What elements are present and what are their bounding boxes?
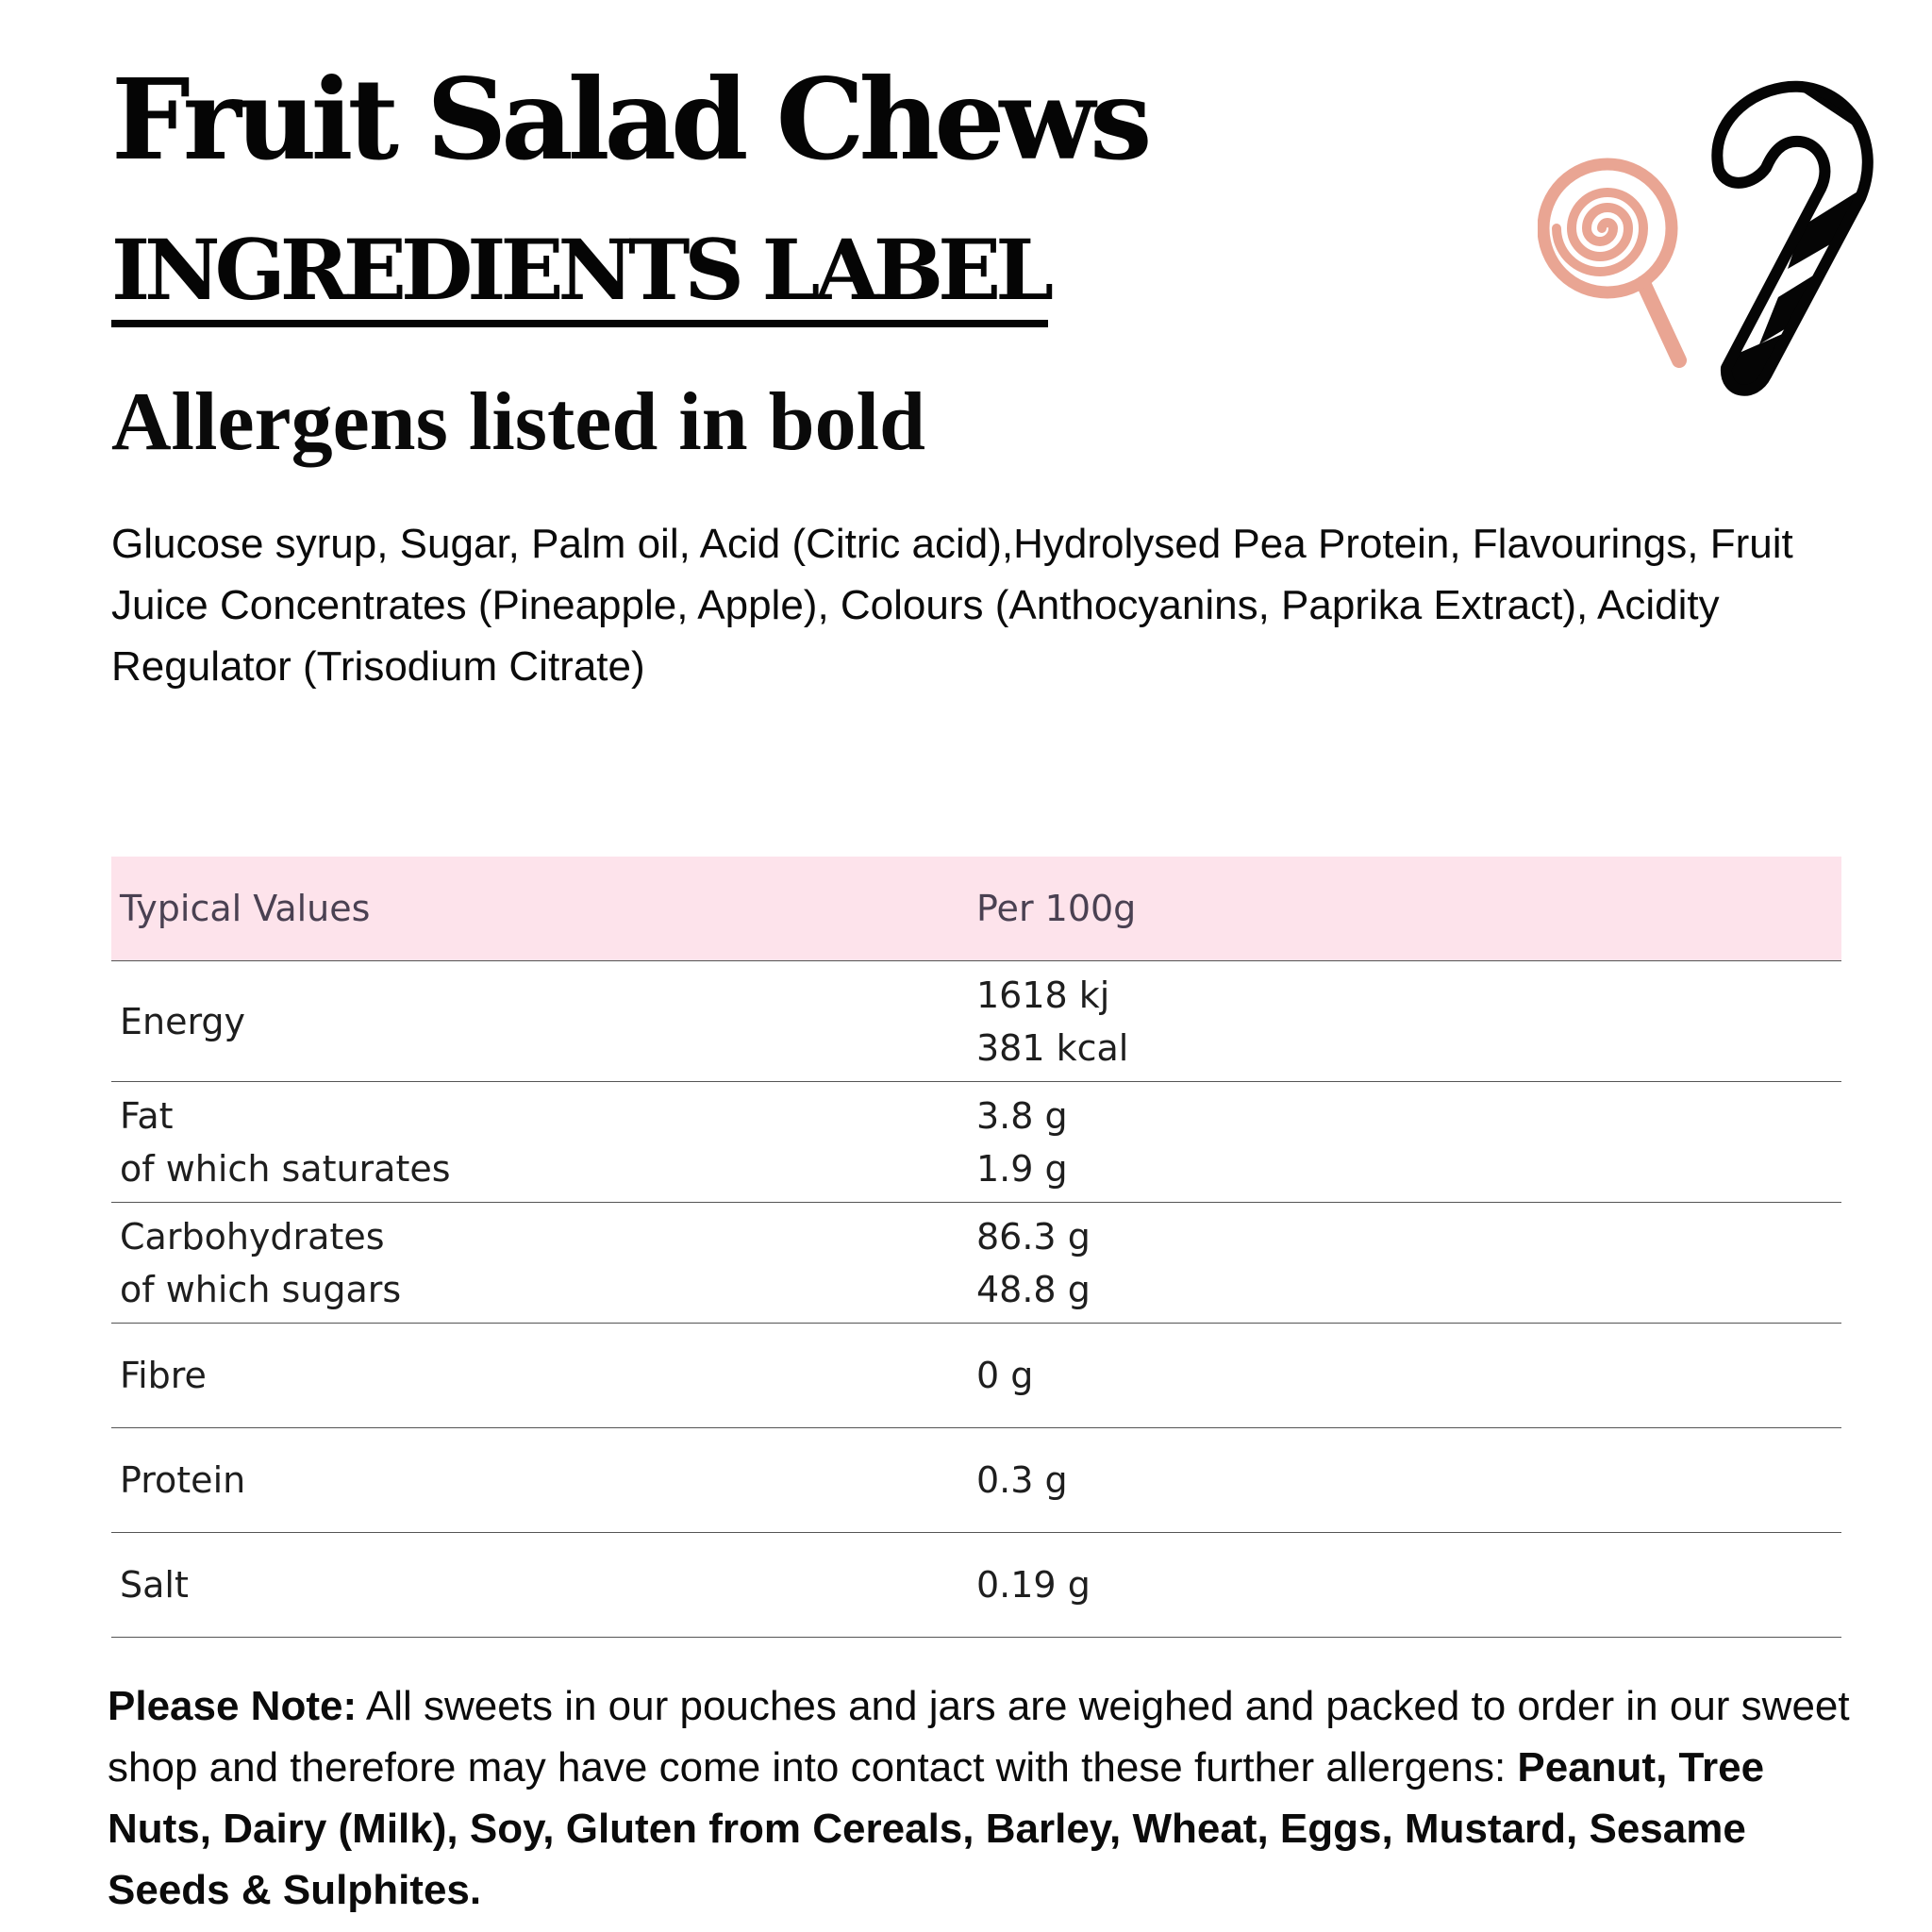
row-label xyxy=(111,1210,976,1316)
label-line: Fibre xyxy=(120,1355,207,1396)
table-row-fat xyxy=(111,1082,1841,1203)
row-label xyxy=(111,1090,976,1195)
note-text: All sweets in our pouches and jars are weighed and packed to order in our sweet shop and therefore may have come into contact with these further allergens: xyxy=(108,1683,1850,1790)
table-row-fibre xyxy=(111,1324,1841,1428)
page-title: Fruit Salad Chews xyxy=(111,54,1147,185)
label-line: Protein xyxy=(120,1459,246,1501)
table-row-salt xyxy=(111,1533,1841,1638)
row-value xyxy=(976,1454,1841,1507)
label-line: Energy xyxy=(120,1000,246,1042)
column-header-typical-values: Typical Values xyxy=(120,888,371,929)
label-line: of which sugars xyxy=(120,1268,402,1310)
value-line: 0 g xyxy=(976,1355,1034,1396)
label-line: Fat xyxy=(120,1094,174,1137)
row-value xyxy=(976,1210,1841,1316)
column-header-per-100g: Per 100g xyxy=(976,888,1137,929)
table-row-protein xyxy=(111,1428,1841,1533)
note-allergens: Peanut, Tree Nuts, Dairy (Milk), Soy, Gluten from Cereals, Barley, Wheat, Eggs, Mustard, Sesame Seeds & Sulphites. xyxy=(108,1744,1765,1913)
value-line: 1.9 g xyxy=(976,1147,1068,1190)
value-line: 381 kcal xyxy=(976,1026,1129,1069)
table-row-carbohydrates xyxy=(111,1203,1841,1324)
row-label xyxy=(111,1558,976,1611)
table-row-energy xyxy=(111,961,1841,1082)
value-line: 0.3 g xyxy=(976,1459,1068,1501)
row-label xyxy=(111,995,976,1048)
row-value xyxy=(976,969,1841,1074)
value-line: 0.19 g xyxy=(976,1564,1091,1606)
row-value xyxy=(976,1090,1841,1195)
label-subtitle: INGREDIENTS LABEL xyxy=(111,225,1048,327)
row-value xyxy=(976,1349,1841,1402)
value-line: 3.8 g xyxy=(976,1094,1068,1137)
candy-cane-icon xyxy=(1689,75,1877,401)
label-line: Carbohydrates xyxy=(120,1215,385,1257)
row-label xyxy=(111,1454,976,1507)
value-line: 1618 kj xyxy=(976,974,1110,1016)
lollipop-icon xyxy=(1538,142,1698,377)
row-value xyxy=(976,1558,1841,1611)
value-line: 48.8 g xyxy=(976,1268,1091,1310)
nutrition-table xyxy=(111,857,1841,1638)
label-line: of which saturates xyxy=(120,1147,451,1190)
allergens-note: Allergens listed in bold xyxy=(111,376,925,468)
allergen-warning-note xyxy=(108,1675,1862,1921)
note-lead: Please Note: xyxy=(108,1683,358,1729)
value-line: 86.3 g xyxy=(976,1215,1091,1257)
table-header-row xyxy=(111,857,1841,961)
ingredients-list: Glucose syrup, Sugar, Palm oil, Acid (Citric acid),Hydrolysed Pea Protein, Flavourings, Fruit Juice Concentrates (Pineapple, Apple), Colours (Anthocyanins, Paprika Extract), Acidity Regulator (Trisodium Citrate) xyxy=(111,521,1793,690)
label-line: Salt xyxy=(120,1564,189,1606)
row-label xyxy=(111,1349,976,1402)
